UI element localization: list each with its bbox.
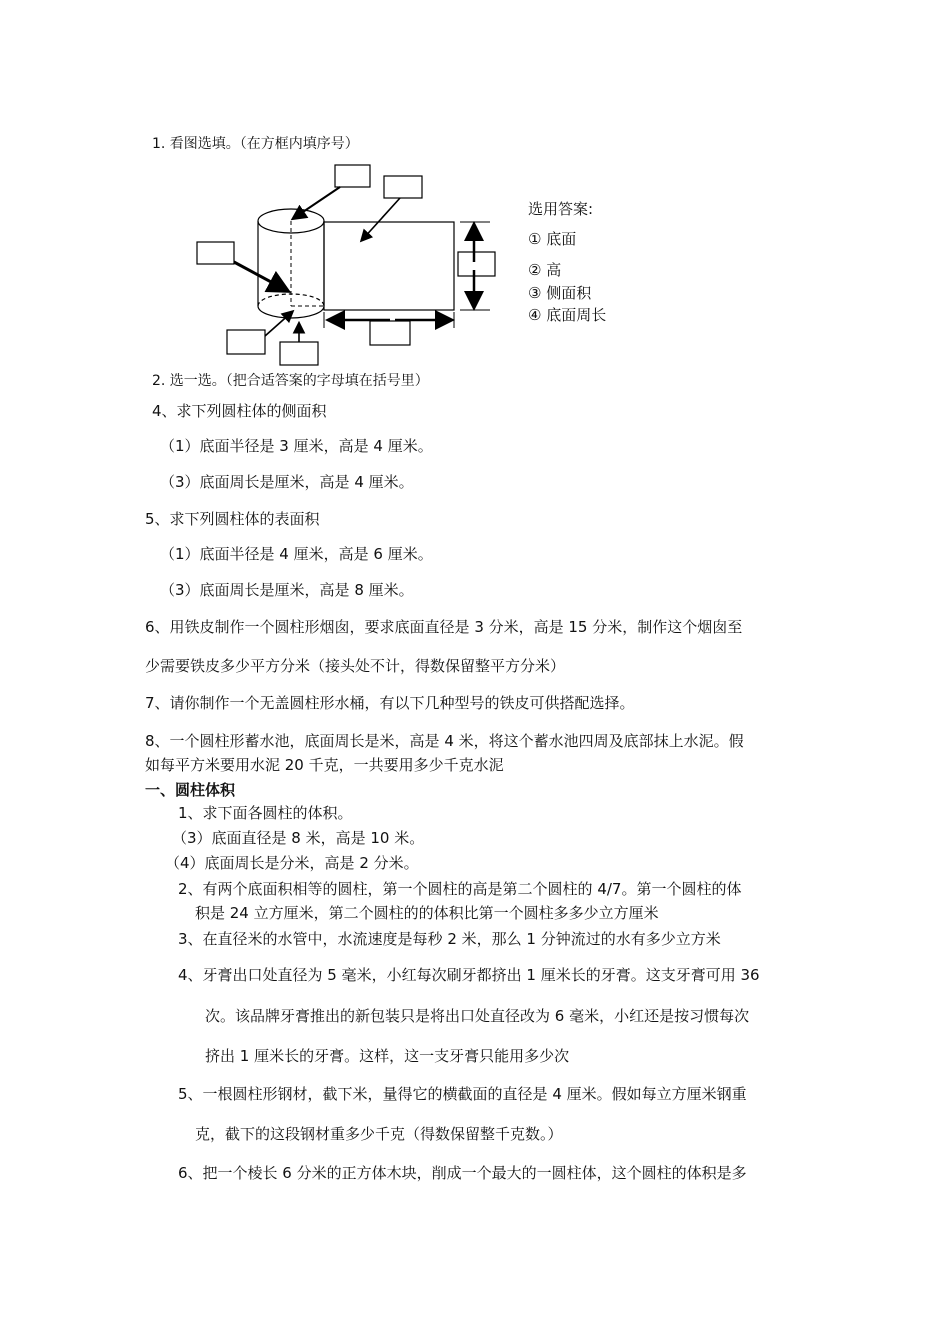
q5-title: 5、求下列圆柱体的表面积 <box>145 510 320 528</box>
option-item: ① 底面 <box>528 230 577 248</box>
option-item: ② 高 <box>528 261 562 279</box>
section-p5-line: 克，截下的这段钢材重多少千克（得数保留整千克数。） <box>195 1125 563 1143</box>
section-p1b: （4）底面周长是分米，高是 2 分米。 <box>165 854 419 872</box>
option-item: ④ 底面周长 <box>528 306 607 324</box>
section-p2-line: 2、有两个底面积相等的圆柱，第一个圆柱的高是第二个圆柱的 4/7。第一个圆柱的体 <box>178 880 742 898</box>
answer-box-height[interactable] <box>458 252 495 276</box>
options-heading: 选用答案: <box>528 200 594 218</box>
q1-title: 1. 看图选填。（在方框内填序号） <box>152 136 359 152</box>
unrolled-side-rectangle <box>324 222 454 310</box>
answer-box-side-rect[interactable] <box>384 176 422 198</box>
section-p1a: （3）底面直径是 8 米，高是 10 米。 <box>172 829 425 847</box>
q5-item: （3）底面周长是厘米，高是 8 厘米。 <box>160 581 414 599</box>
answer-box-radius[interactable] <box>227 330 265 354</box>
answer-box-circumference-point[interactable] <box>280 342 318 365</box>
section-p3: 3、在直径米的水管中，水流速度是每秒 2 米，那么 1 分钟流过的水有多少立方米 <box>178 930 721 948</box>
cylinder-figure <box>190 160 510 370</box>
q8-line: 8、一个圆柱形蓄水池，底面周长是米，高是 4 米，将这个蓄水池四周及底部抹上水泥。假 <box>145 732 744 750</box>
option-item: ③ 侧面积 <box>528 284 592 302</box>
q7: 7、请你制作一个无盖圆柱形水桶，有以下几种型号的铁皮可供搭配选择。 <box>145 694 635 712</box>
answer-box-length[interactable] <box>370 321 410 345</box>
q5-item: （1）底面半径是 4 厘米，高是 6 厘米。 <box>160 545 433 563</box>
q6-line: 6、用铁皮制作一个圆柱形烟囱，要求底面直径是 3 分米，高是 15 分米，制作这个烟囱至 <box>145 618 743 636</box>
section-p4-line: 次。该品牌牙膏推出的新包装只是将出口处直径改为 6 毫米，小红还是按习惯每次 <box>205 1007 750 1025</box>
q6-line: 少需要铁皮多少平方分米（接头处不计，得数保留整平方分米） <box>145 657 566 675</box>
q4-item: （1）底面半径是 3 厘米，高是 4 厘米。 <box>160 437 433 455</box>
section-heading: 一、圆柱体积 <box>145 781 236 799</box>
section-p6: 6、把一个棱长 6 分米的正方体木块，削成一个最大的一圆柱体，这个圆柱的体积是多 <box>178 1164 747 1182</box>
section-p4-line: 挤出 1 厘米长的牙膏。这样，这一支牙膏只能用多少次 <box>205 1047 570 1065</box>
q4-item: （3）底面周长是厘米，高是 4 厘米。 <box>160 473 414 491</box>
q4-title: 4、求下列圆柱体的侧面积 <box>152 402 327 420</box>
q8-line: 如每平方米要用水泥 20 千克，一共要用多少千克水泥 <box>145 756 504 774</box>
answer-box-bottom-face[interactable] <box>197 242 234 264</box>
section-p2-line: 积是 24 立方厘米，第二个圆柱的的体积比第一个圆柱多多少立方厘米 <box>195 904 659 922</box>
section-p4-line: 4、牙膏出口处直径为 5 毫米，小红每次刷牙都挤出 1 厘米长的牙膏。这支牙膏可用 36 <box>178 966 760 984</box>
q2-title: 2. 选一选。（把合适答案的字母填在括号里） <box>152 373 429 389</box>
section-p5-line: 5、一根圆柱形钢材，截下米，量得它的横截面的直径是 4 厘米。假如每立方厘米钢重 <box>178 1085 747 1103</box>
section-p1: 1、求下面各圆柱的体积。 <box>178 804 353 822</box>
answer-box-top-face[interactable] <box>335 165 370 187</box>
